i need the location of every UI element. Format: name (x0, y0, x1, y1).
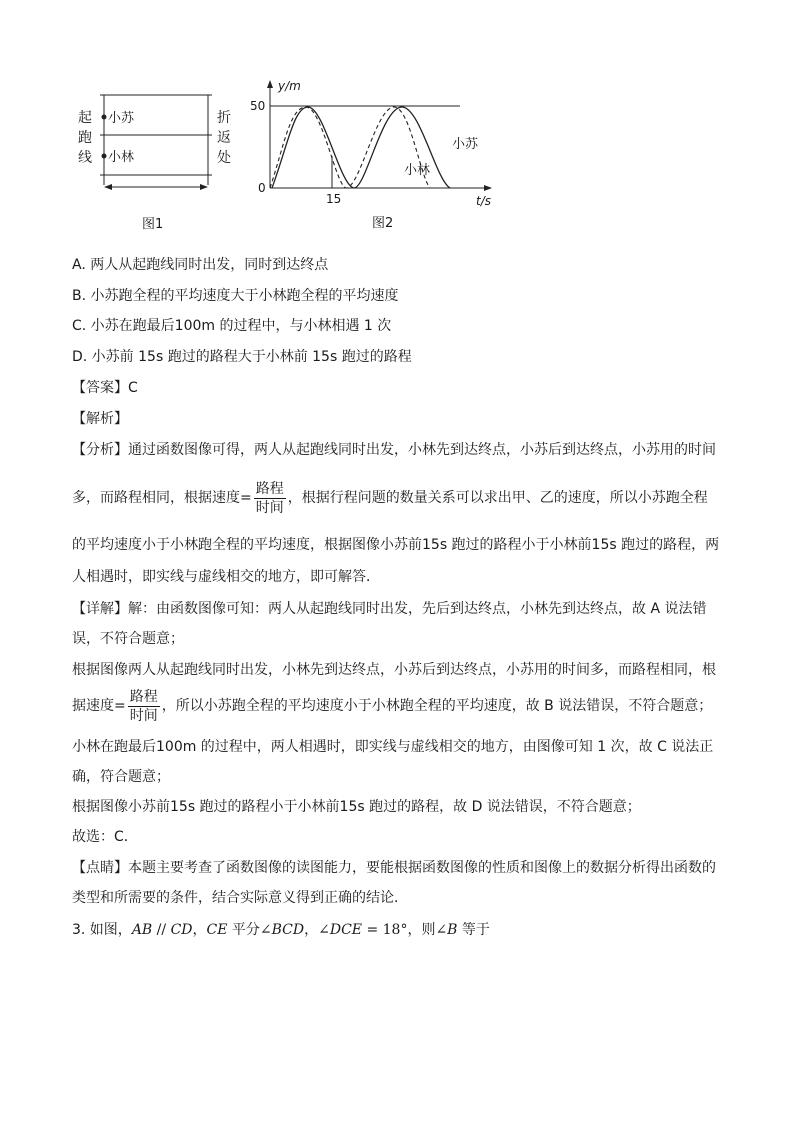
dianjing-tag: 【点睛】 (72, 860, 128, 876)
x-axis-label: t/s (476, 194, 491, 208)
y-tick-50: 50 (250, 99, 266, 113)
fenxi-line-3: 的平均速度小于小林跑全程的平均速度，根据图像小苏前15s 跑过的路程小于小林前15s 跑过的路程，两 (72, 537, 720, 553)
xiangjie-line-5: 小林在跑最后100m 的过程中，两人相遇时，即实线与虚线相交的地方，由图像可知 1 次，故 C 说法正 (72, 739, 714, 755)
fenxi-text-2-post: ，根据行程问题的数量关系可以求出甲、乙的速度，所以小苏跑全程 (287, 490, 708, 506)
start-label-2: 跑 (78, 130, 92, 146)
q3-parallel: // (152, 922, 171, 938)
option-c: C. 小苏在跑最后100m 的过程中，与小林相遇 1 次 (72, 318, 392, 334)
q3-angle-b: ∠B (435, 922, 458, 938)
fraction-numerator: 路程 (255, 480, 284, 497)
option-a: A. 两人从起跑线同时出发，同时到达终点 (72, 257, 329, 273)
q3-angle-bcd: ∠BCD (259, 922, 305, 938)
q3-angle-dce: ∠DCE (318, 922, 362, 938)
xiangjie-text-4-pre: 据速度 (72, 698, 114, 714)
series-label-lin: 小林 (404, 163, 431, 178)
speed-fraction-2 (128, 688, 160, 725)
lane-label-su: 小苏 (108, 111, 135, 126)
xiangjie-tag: 【详解】 (72, 601, 128, 617)
series-label-su: 小苏 (452, 137, 479, 152)
xiangjie-text-4-post: ，所以小苏跑全程的平均速度小于小林跑全程的平均速度，故 B 说法错误，不符合题意； (161, 698, 713, 714)
x-tick-15: 15 (326, 192, 342, 206)
y-axis-label: y/m (278, 79, 301, 93)
xiangjie-line-1 (72, 599, 706, 619)
answer-value: C (128, 380, 138, 396)
xiangjie-line-2: 误，不符合题意； (72, 631, 184, 647)
option-b: B. 小苏跑全程的平均速度大于小林跑全程的平均速度 (72, 288, 399, 304)
fraction-denominator: 时间 (255, 499, 284, 516)
fenxi-line-4: 人相遇时，即实线与虚线相交的地方，即可解答． (72, 569, 380, 585)
xiangjie-eq: = (114, 698, 126, 714)
figure-2 (250, 76, 500, 240)
xiangjie-line-6: 确，符合题意； (72, 769, 170, 785)
arrow-head-right (200, 184, 208, 190)
origin-label: 0 (258, 181, 266, 195)
xiangjie-line-7: 根据图像小苏前15s 跑过的路程小于小林前15s 跑过的路程，故 D 说法错误，不符合题意； (72, 799, 641, 815)
start-label-1: 起 (78, 110, 92, 126)
analysis-tag: 【解析】 (72, 411, 128, 427)
speed-fraction (254, 480, 286, 517)
q3-ab: AB (131, 922, 153, 938)
q3-bisect: 平分 (227, 922, 260, 938)
answer-tag: 【答案】 (72, 380, 128, 396)
xiangjie-line-3: 根据图像两人从起跑线同时出发，小林先到达终点，小苏后到达终点，小苏用的时间多，而路程相同，根 (72, 662, 716, 678)
turn-label-1: 折 (217, 110, 231, 126)
fenxi-line-1 (72, 440, 716, 460)
lane-label-lin: 小林 (108, 150, 135, 165)
fraction-numerator-2: 路程 (129, 688, 158, 705)
fraction-denominator-2: 时间 (129, 707, 158, 724)
fenxi-text-1: 通过函数图像可得，两人从起跑线同时出发，小林先到达终点，小苏后到达终点，小苏用的时间 (128, 442, 716, 458)
q3-sep-2: ， (304, 922, 319, 938)
turn-label-3: 处 (217, 150, 231, 166)
q3-cd: CD (170, 922, 193, 938)
question-3 (72, 920, 490, 940)
xiangjie-text-1: 解：由函数图像可知：两人从起跑线同时出发，先后到达终点，小林先到达终点，故 A 说法错 (128, 601, 707, 617)
figure-2-caption: 图2 (372, 216, 394, 231)
arrow-head-left (104, 184, 112, 190)
dianjing-line-2: 类型和所需要的条件，结合实际意义得到正确的结论． (72, 890, 408, 906)
fenxi-text-2-pre: 多，而路程相同，根据速度 (72, 490, 240, 506)
turn-label-2: 返 (217, 130, 231, 146)
q3-number: 3. 如图， (72, 922, 132, 938)
runner-lin-dot (102, 154, 107, 159)
q3-tail: 等于 (457, 922, 490, 938)
answer-line (72, 378, 138, 398)
runner-su-dot (102, 115, 107, 120)
xiangjie-line-8: 故选：C． (72, 829, 138, 845)
option-d: D. 小苏前 15s 跑过的路程大于小林前 15s 跑过的路程 (72, 349, 412, 365)
q3-ce: CE (206, 922, 228, 938)
fenxi-eq: = (240, 490, 252, 506)
fenxi-tag: 【分析】 (72, 442, 128, 458)
xiangjie-line-4 (72, 686, 712, 726)
dianjing-line-1 (72, 858, 716, 878)
dianjing-text-1: 本题主要考查了函数图像的读图能力，要能根据函数图像的性质和图像上的数据分析得出函数的 (128, 860, 716, 876)
fenxi-line-2 (72, 478, 708, 518)
figure-1 (74, 80, 254, 240)
y-axis-arrow (267, 80, 273, 88)
q3-eq: = 18° (362, 922, 408, 938)
figure-1-caption: 图1 (142, 217, 164, 232)
start-label-3: 线 (78, 150, 92, 166)
x-axis-arrow (484, 185, 492, 191)
q3-sep-1: ， (192, 922, 207, 938)
q3-then: ，则 (407, 922, 436, 938)
